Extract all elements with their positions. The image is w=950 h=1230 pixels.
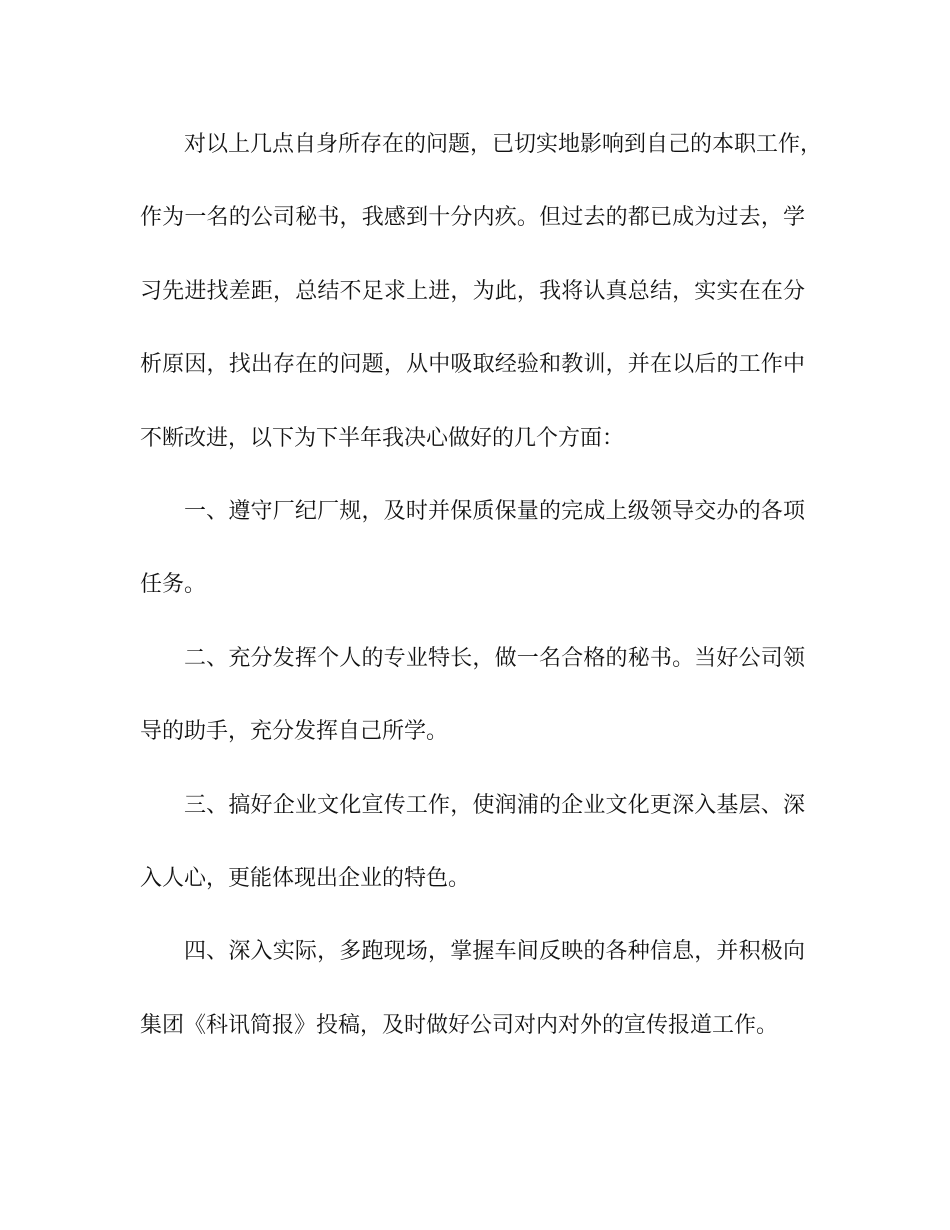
item-1-line-1: 一、遵守厂纪厂规，及时并保质保量的完成上级领导交办的各项 [184, 498, 805, 524]
paragraph-1-line-4: 析原因，找出存在的问题，从中吸取经验和教训，并在以后的工作中 [140, 352, 805, 378]
item-2-line-2: 导的助手，充分发挥自己所学。 [140, 719, 449, 745]
item-3-line-2: 入人心，更能体现出企业的特色。 [140, 865, 471, 891]
paragraph-1-line-5: 不断改进，以下为下半年我决心做好的几个方面： [140, 425, 625, 451]
paragraph-1-line-1: 对以上几点自身所存在的问题，已切实地影响到自己的本职工作， [184, 132, 823, 157]
item-3-line-1: 三、搞好企业文化宣传工作，使润浦的企业文化更深入基层、深 [184, 792, 805, 818]
paragraph-1-line-2: 作为一名的公司秘书，我感到十分内疚。但过去的都已成为过去，学 [140, 205, 805, 231]
item-4-line-2: 集团《科讯简报》投稿，及时做好公司对内对外的宣传报道工作。 [140, 1012, 779, 1038]
document-body [140, 118, 823, 1072]
item-2-line-1: 二、充分发挥个人的专业特长，做一名合格的秘书。当好公司领 [184, 645, 805, 671]
item-4-line-1: 四、深入实际，多跑现场，掌握车间反映的各种信息，并积极向 [184, 939, 805, 965]
paragraph-1-line-3: 习先进找差距，总结不足求上进，为此，我将认真总结，实实在在分 [140, 278, 805, 304]
item-1-line-2: 任务。 [140, 572, 207, 598]
